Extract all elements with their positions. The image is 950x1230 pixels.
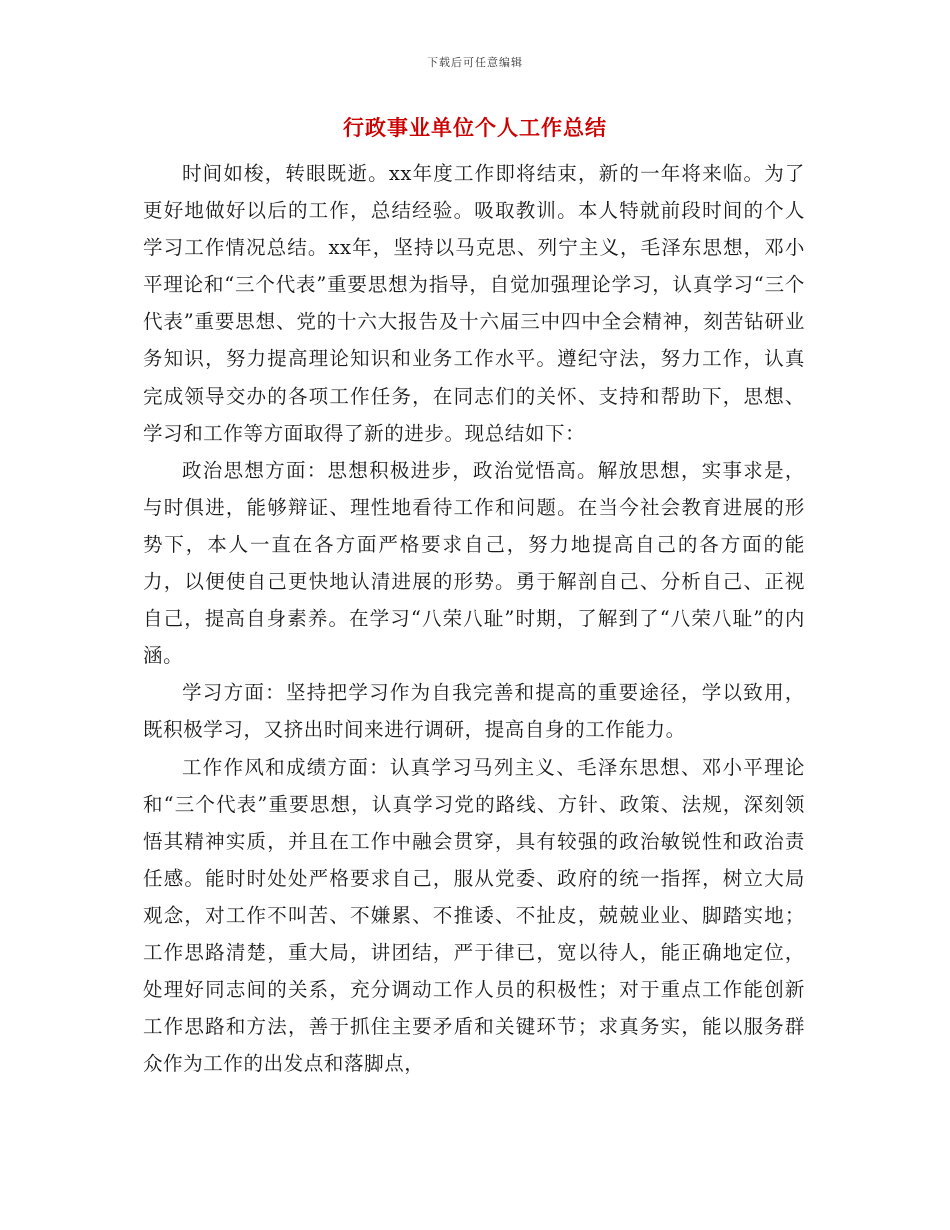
paragraph-study: 学习方面：坚持把学习作为自我完善和提高的重要途径，学以致用，既积极学习，又挤出时间来进行调研，提高自身的工作能力。 (143, 681, 805, 742)
page-header-note: 下载后可任意编辑 (427, 56, 523, 69)
paragraph-work-style: 工作作风和成绩方面：认真学习马列主义、毛泽东思想、邓小平理论和“三个代表”重要思想，认真学习党的路线、方针、政策、法规，深刻领悟其精神实质，并且在工作中融会贯穿，具有较强的政治敏锐性和政治责任感。能时时处处严格要求自己，服从党委、政府的统一指挥，树立大局观念，对工作不叫苦、不嫌累、不推诿、不扯皮，兢兢业业、脚踏实地；工作思路清楚，重大局，讲团结，严于律已，宽以待人，能正确地定位，处理好同志间的关系，充分调动工作人员的积极性；对于重点工作能创新工作思路和方法，善于抓住主要矛盾和关键环节；求真务实，能以服务群众作为工作的出发点和落脚点， (143, 755, 805, 1076)
document-body (143, 155, 805, 1082)
document-title: 行政事业单位个人工作总结 (343, 115, 607, 140)
paragraph-intro: 时间如梭，转眼既逝。xx年度工作即将结束，新的一年将来临。为了更好地做好以后的工作，总结经验。吸取教训。本人特就前段时间的个人学习工作情况总结。xx年，坚持以马克思、列宁主义，毛泽东思想，邓小平理论和“三个代表”重要思想为指导，自觉加强理论学习，认真学习“三个代表”重要思想、党的十六大报告及十六届三中四中全会精神，刻苦钻研业务知识，努力提高理论知识和业务工作水平。遵纪守法，努力工作，认真完成领导交办的各项工作任务，在同志们的关怀、支持和帮助下，思想、学习和工作等方面取得了新的进步。现总结如下： (143, 162, 805, 445)
paragraph-political-thought: 政治思想方面：思想积极进步，政治觉悟高。解放思想，实事求是，与时俱进，能够辩证、理性地看待工作和问题。在当今社会教育进展的形势下，本人一直在各方面严格要求自己，努力地提高自己的各方面的能力，以便使自己更快地认清进展的形势。勇于解剖自己、分析自己、正视自己，提高自身素养。在学习“八荣八耻”时期，了解到了“八荣八耻”的内涵。 (143, 458, 805, 668)
